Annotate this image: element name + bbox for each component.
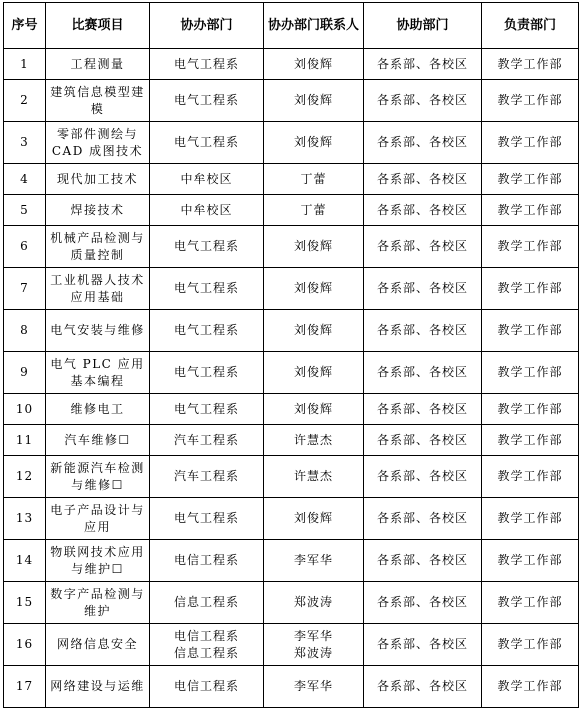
assist-dept: 各系部、各校区 xyxy=(364,456,482,498)
co-contact: 许慧杰 xyxy=(264,456,364,498)
table-row xyxy=(4,122,579,164)
table-row xyxy=(4,164,579,195)
owner-dept: 教学工作部 xyxy=(482,226,579,268)
event-name: 零部件测绘与CAD 成图技术 xyxy=(46,122,150,164)
owner-dept: 教学工作部 xyxy=(482,310,579,352)
event-name: 物联网技术应用与维护☐ xyxy=(46,540,150,582)
event-name: 工程测量 xyxy=(46,49,150,80)
owner-dept: 教学工作部 xyxy=(482,352,579,394)
table-row xyxy=(4,80,579,122)
event-name: 机械产品检测与质量控制 xyxy=(46,226,150,268)
event-name: 网络建设与运维 xyxy=(46,666,150,708)
co-dept: 电信工程系 xyxy=(150,540,264,582)
owner-dept: 教学工作部 xyxy=(482,624,579,666)
assist-dept: 各系部、各校区 xyxy=(364,226,482,268)
row-number: 11 xyxy=(4,425,46,456)
table-row xyxy=(4,540,579,582)
row-number: 8 xyxy=(4,310,46,352)
row-number: 13 xyxy=(4,498,46,540)
event-name: 建筑信息模型建模 xyxy=(46,80,150,122)
owner-dept: 教学工作部 xyxy=(482,394,579,425)
event-name: 电子产品设计与应用 xyxy=(46,498,150,540)
owner-dept: 教学工作部 xyxy=(482,164,579,195)
co-contact: 刘俊辉 xyxy=(264,268,364,310)
owner-dept: 教学工作部 xyxy=(482,195,579,226)
assist-dept: 各系部、各校区 xyxy=(364,540,482,582)
owner-dept: 教学工作部 xyxy=(482,666,579,708)
co-contact: 李军华 xyxy=(264,540,364,582)
owner-dept: 教学工作部 xyxy=(482,425,579,456)
co-dept: 电气工程系 xyxy=(150,122,264,164)
co-contact: 郑波涛 xyxy=(264,582,364,624)
assist-dept: 各系部、各校区 xyxy=(364,49,482,80)
co-contact: 刘俊辉 xyxy=(264,394,364,425)
assist-dept: 各系部、各校区 xyxy=(364,80,482,122)
owner-dept: 教学工作部 xyxy=(482,582,579,624)
owner-dept: 教学工作部 xyxy=(482,122,579,164)
assist-dept: 各系部、各校区 xyxy=(364,195,482,226)
co-dept: 电气工程系 xyxy=(150,498,264,540)
row-number: 12 xyxy=(4,456,46,498)
event-name: 维修电工 xyxy=(46,394,150,425)
competition-assignment-table xyxy=(3,2,579,708)
row-number: 2 xyxy=(4,80,46,122)
event-name: 汽车维修☐ xyxy=(46,425,150,456)
assist-dept: 各系部、各校区 xyxy=(364,310,482,352)
event-name: 网络信息安全 xyxy=(46,624,150,666)
owner-dept: 教学工作部 xyxy=(482,49,579,80)
table-row xyxy=(4,352,579,394)
row-number: 6 xyxy=(4,226,46,268)
co-contact: 许慧杰 xyxy=(264,425,364,456)
assist-dept: 各系部、各校区 xyxy=(364,666,482,708)
row-number: 9 xyxy=(4,352,46,394)
row-number: 5 xyxy=(4,195,46,226)
table-row xyxy=(4,226,579,268)
table-header-row xyxy=(4,3,579,49)
event-name: 焊接技术 xyxy=(46,195,150,226)
co-dept: 电气工程系 xyxy=(150,80,264,122)
assist-dept: 各系部、各校区 xyxy=(364,624,482,666)
co-contact: 刘俊辉 xyxy=(264,352,364,394)
assist-dept: 各系部、各校区 xyxy=(364,268,482,310)
row-number: 14 xyxy=(4,540,46,582)
table-row xyxy=(4,425,579,456)
owner-dept: 教学工作部 xyxy=(482,498,579,540)
table-row xyxy=(4,394,579,425)
owner-dept: 教学工作部 xyxy=(482,80,579,122)
row-number: 16 xyxy=(4,624,46,666)
owner-dept: 教学工作部 xyxy=(482,456,579,498)
co-contact: 丁蕾 xyxy=(264,164,364,195)
event-name: 数字产品检测与维护 xyxy=(46,582,150,624)
row-number: 3 xyxy=(4,122,46,164)
co-contact: 刘俊辉 xyxy=(264,49,364,80)
assist-dept: 各系部、各校区 xyxy=(364,425,482,456)
assist-dept: 各系部、各校区 xyxy=(364,122,482,164)
assist-dept: 各系部、各校区 xyxy=(364,164,482,195)
header-no: 序号 xyxy=(4,3,46,49)
event-name: 现代加工技术 xyxy=(46,164,150,195)
co-dept: 汽车工程系 xyxy=(150,425,264,456)
assist-dept: 各系部、各校区 xyxy=(364,498,482,540)
table-body xyxy=(4,49,579,708)
co-dept: 电气工程系 xyxy=(150,394,264,425)
owner-dept: 教学工作部 xyxy=(482,268,579,310)
co-dept: 中牟校区 xyxy=(150,164,264,195)
co-contact: 刘俊辉 xyxy=(264,498,364,540)
header-assist: 协助部门 xyxy=(364,3,482,49)
owner-dept: 教学工作部 xyxy=(482,540,579,582)
table-row xyxy=(4,456,579,498)
co-contact: 丁蕾 xyxy=(264,195,364,226)
co-contact: 李军华 xyxy=(264,666,364,708)
co-dept: 电信工程系 信息工程系 xyxy=(150,624,264,666)
assist-dept: 各系部、各校区 xyxy=(364,352,482,394)
table-row xyxy=(4,310,579,352)
header-co-dept: 协办部门 xyxy=(150,3,264,49)
co-contact: 李军华 郑波涛 xyxy=(264,624,364,666)
event-name: 电气安装与维修 xyxy=(46,310,150,352)
co-dept: 电气工程系 xyxy=(150,310,264,352)
table-row xyxy=(4,49,579,80)
row-number: 17 xyxy=(4,666,46,708)
co-contact: 刘俊辉 xyxy=(264,80,364,122)
co-dept: 信息工程系 xyxy=(150,582,264,624)
table-row xyxy=(4,666,579,708)
assist-dept: 各系部、各校区 xyxy=(364,582,482,624)
header-co-contact: 协办部门联系人 xyxy=(264,3,364,49)
co-contact: 刘俊辉 xyxy=(264,310,364,352)
row-number: 1 xyxy=(4,49,46,80)
table-row xyxy=(4,624,579,666)
row-number: 15 xyxy=(4,582,46,624)
co-dept: 电气工程系 xyxy=(150,352,264,394)
co-dept: 中牟校区 xyxy=(150,195,264,226)
table-row xyxy=(4,195,579,226)
co-contact: 刘俊辉 xyxy=(264,122,364,164)
event-name: 电气 PLC 应用基本编程 xyxy=(46,352,150,394)
co-contact: 刘俊辉 xyxy=(264,226,364,268)
header-event: 比赛项目 xyxy=(46,3,150,49)
co-dept: 电气工程系 xyxy=(150,226,264,268)
row-number: 7 xyxy=(4,268,46,310)
event-name: 工业机器人技术应用基础 xyxy=(46,268,150,310)
row-number: 4 xyxy=(4,164,46,195)
table-row xyxy=(4,582,579,624)
table-row xyxy=(4,498,579,540)
co-dept: 电气工程系 xyxy=(150,268,264,310)
co-dept: 电信工程系 xyxy=(150,666,264,708)
co-dept: 汽车工程系 xyxy=(150,456,264,498)
co-dept: 电气工程系 xyxy=(150,49,264,80)
event-name: 新能源汽车检测与维修☐ xyxy=(46,456,150,498)
table-row xyxy=(4,268,579,310)
assist-dept: 各系部、各校区 xyxy=(364,394,482,425)
row-number: 10 xyxy=(4,394,46,425)
header-owner: 负责部门 xyxy=(482,3,579,49)
